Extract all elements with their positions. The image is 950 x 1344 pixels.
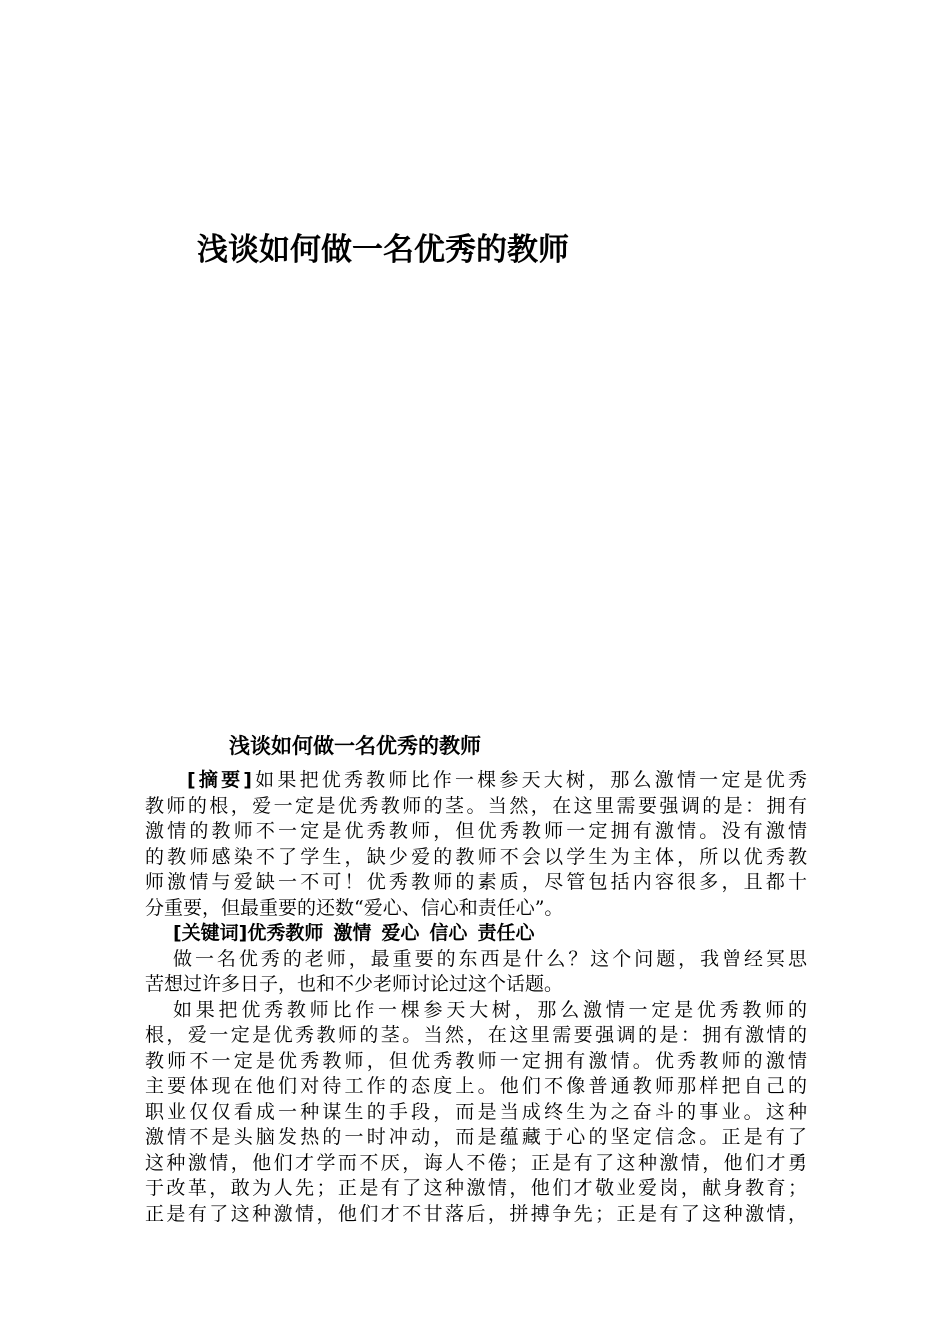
- keyword: 信心: [429, 922, 468, 944]
- paragraph-line: 主要体现在他们对待工作的态度上。他们不像普通教师那样把自己的: [145, 1075, 807, 1097]
- paragraph-1: [145, 947, 807, 998]
- paragraph-line: 这种激情，他们才学而不厌，诲人不倦；正是有了这种激情，他们才勇: [145, 1151, 807, 1174]
- paragraph-line: 如果把优秀教师比作一棵参天大树，那么激情一定是优秀教师的: [173, 998, 807, 1021]
- paragraph-line: 正是有了这种激情，他们才不甘落后，拼搏争先；正是有了这种激情，: [145, 1202, 807, 1225]
- keywords: [145, 921, 807, 947]
- article-body: [145, 768, 807, 1227]
- paragraph-2: [145, 998, 807, 1228]
- abstract-line: 师激情与爱缺一不可！优秀教师的素质，尽管包括内容很多，且都十: [145, 871, 807, 893]
- paragraph-line: 苦想过许多日子，也和不少老师讨论过这个话题。: [145, 973, 564, 995]
- abstract-line: 分重要，但最重要的还数“爱心、信心和责任心”。: [145, 896, 564, 919]
- keyword: 优秀教师: [247, 922, 324, 944]
- paragraph-line: 职业仅仅看成一种谋生的手段，而是当成终生为之奋斗的事业。这种: [145, 1100, 807, 1123]
- paragraph-line: 于改革，敢为人先；正是有了这种激情，他们才敬业爱岗，献身教育；: [145, 1177, 807, 1199]
- keyword: 责任心: [477, 922, 535, 944]
- article-title: 浅谈如何做一名优秀的教师: [229, 734, 481, 758]
- abstract-line: 教师的根，爱一定是优秀教师的茎。当然，在这里需要强调的是：拥有: [145, 794, 807, 817]
- cover-title: 浅谈如何做一名优秀的教师: [197, 232, 569, 268]
- paragraph-line: 根，爱一定是优秀教师的茎。当然，在这里需要强调的是：拥有激情的: [145, 1024, 807, 1046]
- abstract-line: 激情的教师不一定是优秀教师，但优秀教师一定拥有激情。没有激情: [145, 820, 807, 842]
- keyword: 激情: [333, 922, 372, 944]
- abstract-label: [摘要]: [187, 769, 252, 791]
- keywords-label: [关键词]: [173, 922, 248, 944]
- paragraph-line: 激情不是头脑发热的一时冲动，而是蕴藏于心的坚定信念。正是有了: [145, 1126, 807, 1148]
- keyword: 爱心: [381, 922, 420, 944]
- abstract-line: [145, 768, 807, 794]
- paragraph-line: 做一名优秀的老师，最重要的东西是什么？这个问题，我曾经冥思: [173, 947, 807, 970]
- abstract-line: 的教师感染不了学生，缺少爱的教师不会以学生为主体，所以优秀教: [145, 845, 807, 868]
- abstract-text: 如果把优秀教师比作一棵参天大树，那么激情一定是优秀: [251, 769, 807, 791]
- paragraph-line: 教师不一定是优秀教师，但优秀教师一定拥有激情。优秀教师的激情: [145, 1049, 807, 1072]
- abstract: [145, 768, 807, 921]
